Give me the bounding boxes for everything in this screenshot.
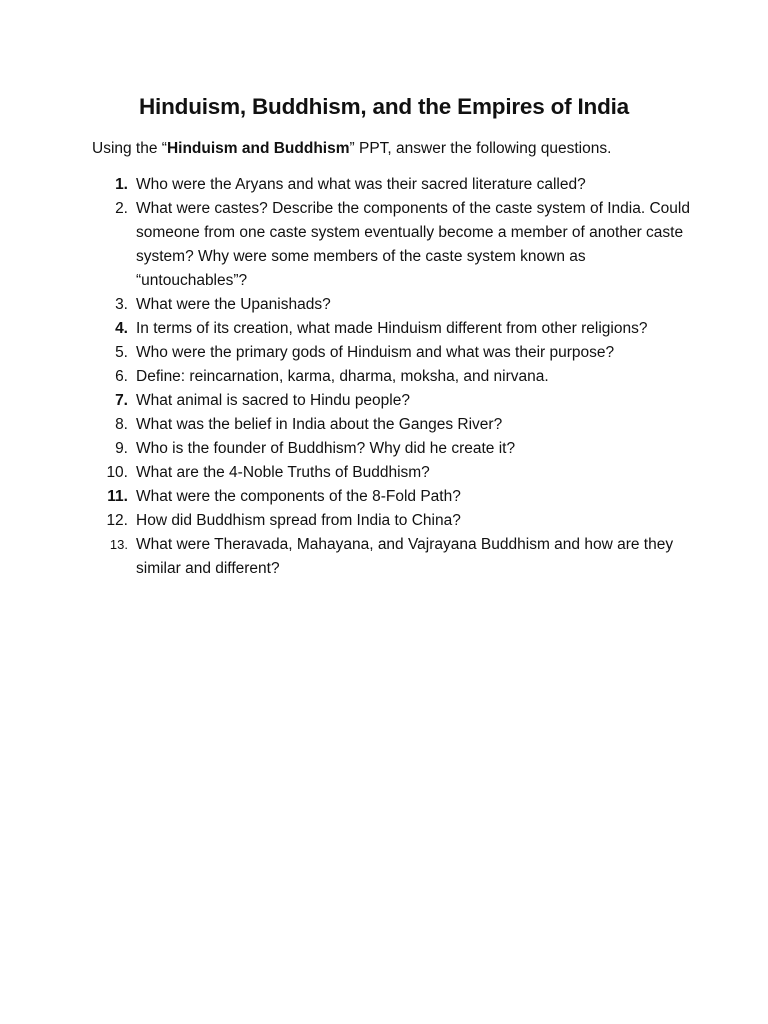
question-number: 11. (107, 488, 128, 505)
question-item (92, 173, 692, 197)
question-text: Who were the primary gods of Hinduism and what was their purpose? (136, 344, 615, 361)
question-item (92, 509, 692, 533)
instructions (92, 140, 611, 158)
question-item (92, 461, 692, 485)
question-number: 10. (106, 464, 128, 481)
question-number: 12. (106, 512, 128, 529)
question-number: 8. (115, 416, 128, 433)
question-text: What animal is sacred to Hindu people? (136, 392, 410, 409)
instructions-suffix: ” PPT, answer the following questions. (349, 140, 612, 157)
question-text: What were the components of the 8-Fold Path? (136, 488, 461, 505)
question-item (92, 389, 692, 413)
page-title: Hinduism, Buddhism, and the Empires of India (139, 94, 629, 119)
question-item (92, 317, 692, 341)
question-item (92, 197, 692, 293)
question-text: How did Buddhism spread from India to China? (136, 512, 461, 529)
question-item (92, 365, 692, 389)
question-item (92, 413, 692, 437)
instructions-prefix: Using the “ (92, 140, 167, 157)
question-text: Who were the Aryans and what was their sacred literature called? (136, 176, 586, 193)
question-number: 4. (115, 320, 128, 337)
question-text: What are the 4-Noble Truths of Buddhism? (136, 464, 430, 481)
question-item (92, 437, 692, 461)
question-text: What were the Upanishads? (136, 296, 331, 313)
question-text: What were Theravada, Mahayana, and Vajrayana Buddhism and how are they similar and different? (136, 536, 674, 577)
question-text: What were castes? Describe the components of the caste system of India. Could someone from one caste system eventually become a member of another caste system? Why were some members of the caste system known as “untouchables”? (136, 200, 690, 289)
question-number: 3. (115, 296, 128, 313)
question-list (92, 173, 692, 581)
question-number: 7. (115, 392, 128, 409)
question-number: 1. (115, 176, 128, 193)
question-number: 2. (115, 200, 128, 217)
question-text: In terms of its creation, what made Hinduism different from other religions? (136, 320, 648, 337)
question-text: Who is the founder of Buddhism? Why did he create it? (136, 440, 516, 457)
question-number: 13. (109, 537, 128, 552)
question-number: 9. (115, 440, 128, 457)
question-item (92, 341, 692, 365)
question-text: What was the belief in India about the Ganges River? (136, 416, 503, 433)
presentation-name: Hinduism and Buddhism (166, 140, 350, 157)
question-text: Define: reincarnation, karma, dharma, moksha, and nirvana. (136, 368, 549, 385)
question-number: 5. (115, 344, 128, 361)
question-number: 6. (115, 368, 128, 385)
question-item (92, 293, 692, 317)
question-item (92, 485, 692, 509)
question-item (92, 533, 692, 581)
